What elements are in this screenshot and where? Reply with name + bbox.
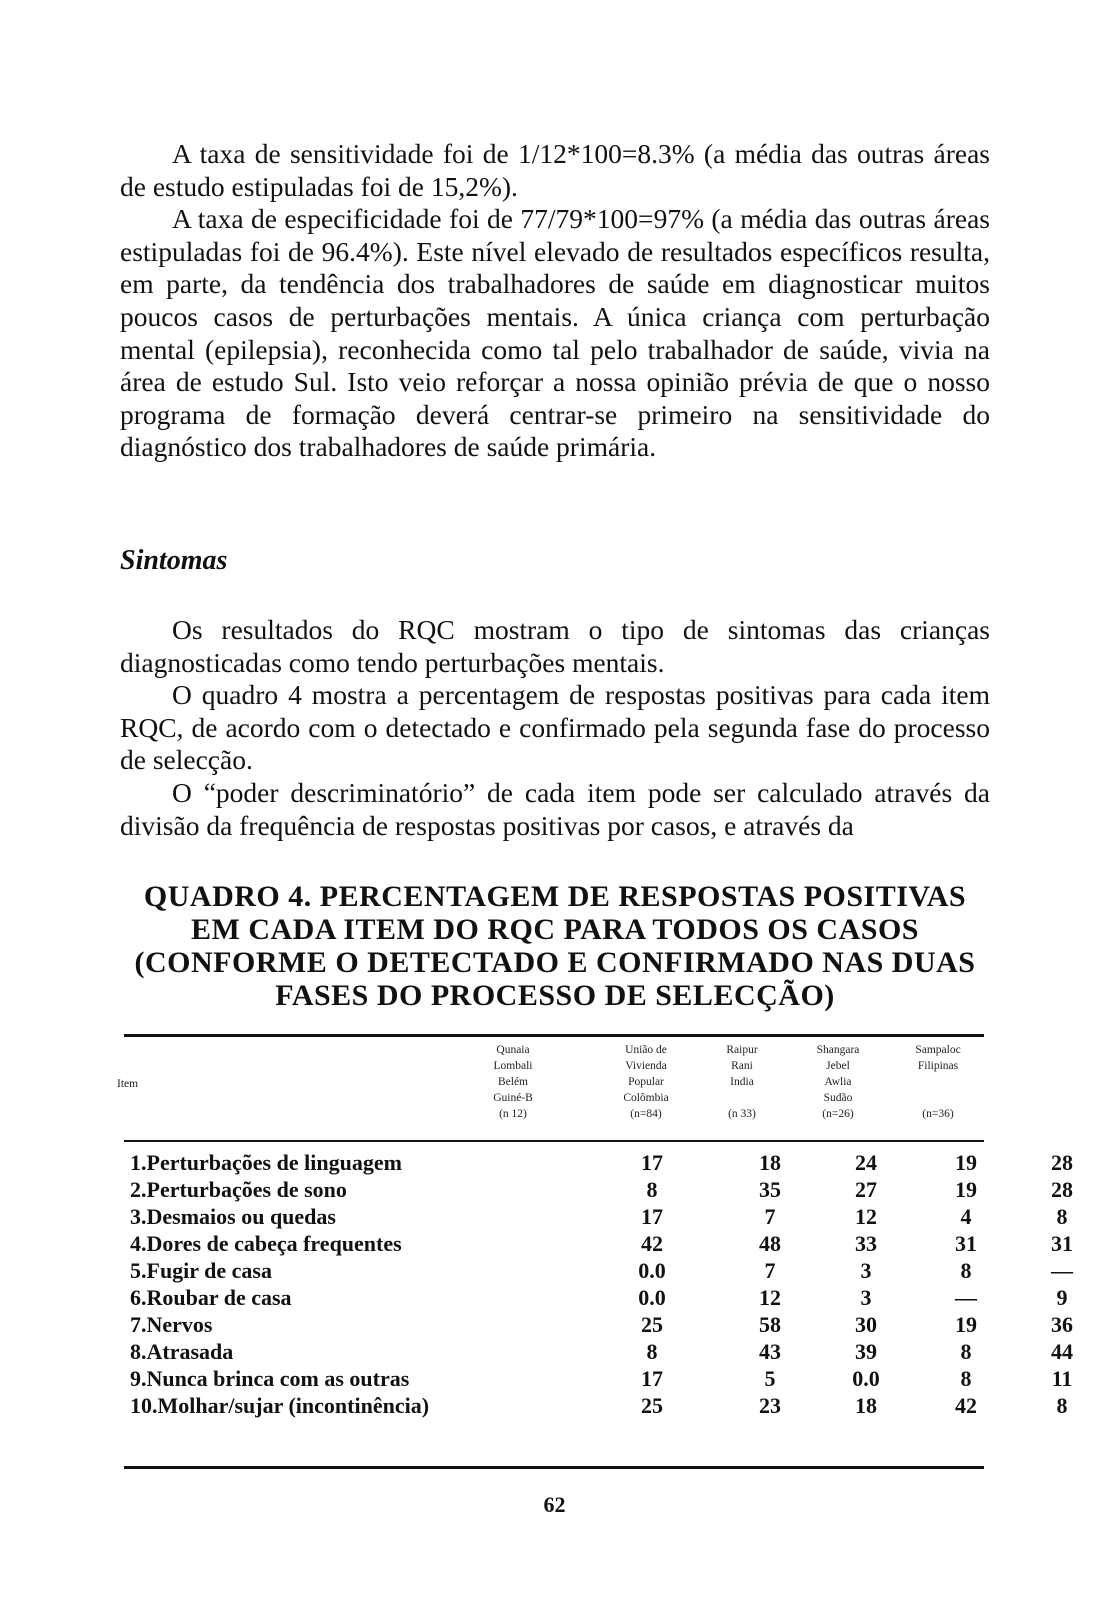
cell-value: — (1051, 1258, 1073, 1283)
cell-value: 8 (1056, 1204, 1068, 1229)
table-row (124, 1258, 1073, 1285)
cell-value: 8 (960, 1366, 972, 1391)
cell-value: 0.0 (638, 1285, 666, 1310)
paragraph: Os resultados do RQC mostram o tipo de sintomas das crianças diagnosticadas como tendo perturbações mentais. (120, 614, 990, 678)
paragraph: A taxa de sensitividade foi de 1/12*100=8.3% (a média das outras áreas de estudo estipuladas foi de 15,2%). (120, 138, 990, 202)
paragraph: O “poder descriminatório” de cada item pode ser calculado através da divisão da frequência de respostas positivas por casos, e através da (120, 776, 990, 841)
row-item-label: 9.Nunca brinca com as outras (130, 1366, 410, 1391)
table-rule-top (124, 1034, 984, 1037)
table-row (124, 1231, 1073, 1258)
cell-value: 9 (1056, 1285, 1068, 1310)
row-item-label: 7.Nervos (130, 1312, 213, 1337)
cell-value: 31 (1051, 1231, 1073, 1256)
table-row (124, 1393, 1068, 1420)
paragraph: A taxa de especificidade foi de 77/79*100=97% (a média das outras áreas estipuladas foi de 96.4%). Este nível elevado de resultados específicos resulta, em parte, da tendência dos trabalhadores de saúde em diagnosticar muitos poucos casos de perturbações mentais. A única criança com perturbação mental (epilepsia), reconhecida como tal pelo trabalhador de saúde, vivia na área de estudo Sul. Isto veio reforçar a nossa opinião prévia de que o nosso programa de formação deverá centrar-se primeiro na sensitividade do diagnóstico dos trabalhadores de saúde primária. (120, 203, 990, 463)
column-header-india: Raipur Rani India (n 33) (726, 1044, 758, 1120)
cell-value: 12 (855, 1204, 877, 1229)
column-header-colombia: União de Vivienda Popular Colômbia (n=84) (623, 1044, 669, 1120)
row-item-label: 8.Atrasada (130, 1339, 234, 1364)
cell-value: 30 (855, 1312, 877, 1337)
cell-value: 36 (1051, 1312, 1073, 1337)
cell-value: 5 (764, 1366, 776, 1391)
cell-value: 3 (860, 1285, 872, 1310)
body-text-symptoms (120, 614, 990, 842)
cell-value: 17 (641, 1366, 663, 1391)
paragraph: O quadro 4 mostra a percentagem de respostas positivas para cada item RQC, de acordo com o detectado e confirmado pela segunda fase do processo de selecção. (120, 679, 990, 776)
cell-value: 33 (855, 1231, 877, 1256)
cell-value: 35 (759, 1177, 781, 1202)
cell-value: 4 (960, 1204, 972, 1229)
cell-value: 48 (759, 1231, 781, 1256)
cell-value: 25 (641, 1393, 663, 1418)
cell-value: 17 (641, 1204, 663, 1229)
cell-value: 19 (955, 1150, 977, 1175)
table-row (124, 1312, 1073, 1339)
cell-value: 11 (1051, 1366, 1073, 1391)
row-item-label: 2.Perturbações de sono (130, 1177, 347, 1202)
cell-value: 0.0 (638, 1258, 666, 1283)
cell-value: 19 (955, 1177, 977, 1202)
cell-value: 0.0 (852, 1366, 880, 1391)
cell-value: 58 (759, 1312, 781, 1337)
cell-value: 25 (641, 1312, 663, 1337)
cell-value: 44 (1051, 1339, 1073, 1364)
column-header-item: Item (117, 1078, 139, 1090)
cell-value: 8 (646, 1339, 658, 1364)
cell-value: 7 (764, 1204, 776, 1229)
column-header-philippines: Sampaloc Filipinas (n=36) (915, 1044, 961, 1120)
table-row (124, 1339, 1073, 1366)
cell-value: 8 (1056, 1393, 1068, 1418)
table-rule-bottom (124, 1466, 984, 1469)
cell-value: 8 (960, 1258, 972, 1283)
cell-value: 7 (764, 1258, 776, 1283)
cell-value: 3 (860, 1258, 872, 1283)
page-number: 62 (543, 1492, 566, 1517)
section-heading: Sintomas (120, 545, 228, 576)
row-item-label: 4.Dores de cabeça frequentes (130, 1231, 402, 1256)
cell-value: 43 (759, 1339, 781, 1364)
cell-value: 42 (641, 1231, 663, 1256)
cell-value: 39 (855, 1339, 877, 1364)
cell-value: 23 (759, 1393, 781, 1418)
row-item-label: 5.Fugir de casa (130, 1258, 272, 1283)
cell-value: 27 (855, 1177, 877, 1202)
cell-value: 28 (1051, 1177, 1073, 1202)
cell-value: 24 (855, 1150, 877, 1175)
table-row (124, 1177, 1073, 1204)
table-rule-header (124, 1140, 984, 1142)
cell-value: 19 (955, 1312, 977, 1337)
column-header-guinea: Qunaia Lombali Belém Guiné-B (n 12) (493, 1044, 533, 1120)
row-item-label: 1.Perturbações de linguagem (130, 1150, 402, 1175)
table-row (124, 1150, 1073, 1177)
cell-value: 12 (759, 1285, 781, 1310)
column-header-sudan: Shangara Jebel Awlia Sudão (n=26) (816, 1044, 860, 1120)
cell-value: 17 (641, 1150, 663, 1175)
cell-value: 18 (759, 1150, 781, 1175)
cell-value: 18 (855, 1393, 877, 1418)
cell-value: 8 (960, 1339, 972, 1364)
table-row (124, 1366, 1073, 1393)
row-item-label: 6.Roubar de casa (130, 1285, 292, 1310)
cell-value: 8 (646, 1177, 658, 1202)
cell-value: 28 (1051, 1150, 1073, 1175)
cell-value: 31 (955, 1231, 977, 1256)
table-row (124, 1285, 1068, 1312)
row-item-label: 3.Desmaios ou quedas (130, 1204, 336, 1229)
body-text-top (120, 138, 990, 464)
cell-value: — (955, 1285, 977, 1310)
row-item-label: 10.Molhar/sujar (incontinência) (130, 1393, 430, 1418)
cell-value: 42 (955, 1393, 977, 1418)
table-row (124, 1204, 1068, 1231)
table-title: QUADRO 4. PERCENTAGEM DE RESPOSTAS POSITIVAS EM CADA ITEM DO RQC PARA TODOS OS CASOS (CONFORME O DETECTADO E CONFIRMADO NAS DUAS FASES DO PROCESSO DE SELECÇÃO) (134, 880, 976, 1012)
